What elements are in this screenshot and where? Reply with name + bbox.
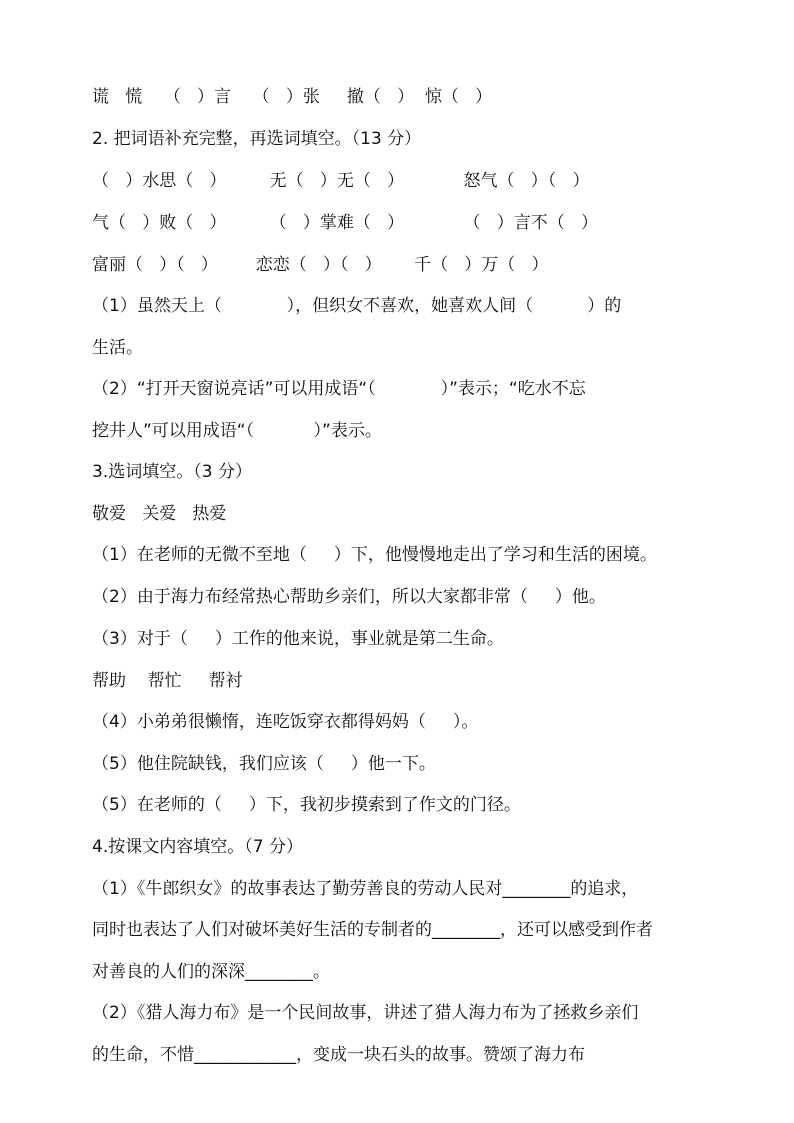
question-3-item-1: （1）在老师的无微不至地（ ）下，他慢慢地走出了学习和生活的困境。 — [92, 545, 657, 565]
question-4-item-1-line-1: （1）《牛郎织女》的故事表达了勤劳善良的劳动人民对________的追求， — [92, 879, 639, 899]
word-choices-group-2: 帮助 帮忙 帮衬 — [92, 671, 243, 691]
question-2-item-2-line-2: 挖井人”可以用成语“（ ）”表示。 — [92, 421, 382, 441]
question-3-item-4: （4）小弟弟很懒惰，连吃饭穿衣都得妈妈（ ）。 — [92, 712, 479, 732]
word-choices-group-1: 敬爱 关爱 热爱 — [92, 504, 227, 524]
idiom-row-1: （ ）水思（ ） 无（ ）无（ ） 怒气（ ）（ ） — [92, 171, 590, 191]
question-3-item-2: （2）由于海力布经常热心帮助乡亲们，所以大家都非常（ ）他。 — [92, 587, 606, 607]
question-2-item-1-line-2: 生活。 — [92, 338, 143, 358]
question-2-item-1-line-1: （1）虽然天上（ ），但织女不喜欢，她喜欢人间（ ）的 — [92, 296, 622, 316]
question-4-item-2-line-1: （2）《猎人海力布》是一个民间故事，讲述了猎人海力布为了拯救乡亲们 — [92, 1003, 639, 1023]
question-4-item-1-line-3: 对善良的人们的深深________。 — [92, 962, 330, 982]
question-3-item-3: （3）对于（ ）工作的他来说，事业就是第二生命。 — [92, 629, 504, 649]
question-4-heading: 4.按课文内容填空。（7 分） — [92, 837, 303, 857]
question-3-item-6: （5）在老师的（ ）下，我初步摸索到了作文的门径。 — [92, 795, 521, 815]
question-3-heading: 3.选词填空。（3 分） — [92, 462, 252, 482]
idiom-row-3: 富丽（ ）（ ） 恋恋（ ）（ ） 千（ ）万（ ） — [92, 255, 549, 275]
text-line-homophones: 谎 慌 （ ）言 （ ）张 撤（ ） 惊（ ） — [92, 87, 493, 107]
question-2-heading: 2. 把词语补充完整，再选词填空。（13 分） — [92, 129, 422, 149]
idiom-row-2: 气（ ）败（ ） （ ）掌难（ ） （ ）言不（ ） — [92, 213, 598, 233]
question-2-item-2-line-1: （2）“打开天窗说亮话”可以用成语“（ ）”表示；“吃水不忘 — [92, 379, 586, 399]
question-4-item-2-line-2: 的生命，不惜____________，变成一块石头的故事。赞颂了海力布 — [92, 1045, 585, 1065]
question-3-item-5: （5）他住院缺钱，我们应该（ ）他一下。 — [92, 754, 436, 774]
question-4-item-1-line-2: 同时也表达了人们对破坏美好生活的专制者的________，还可以感受到作者 — [92, 920, 653, 940]
